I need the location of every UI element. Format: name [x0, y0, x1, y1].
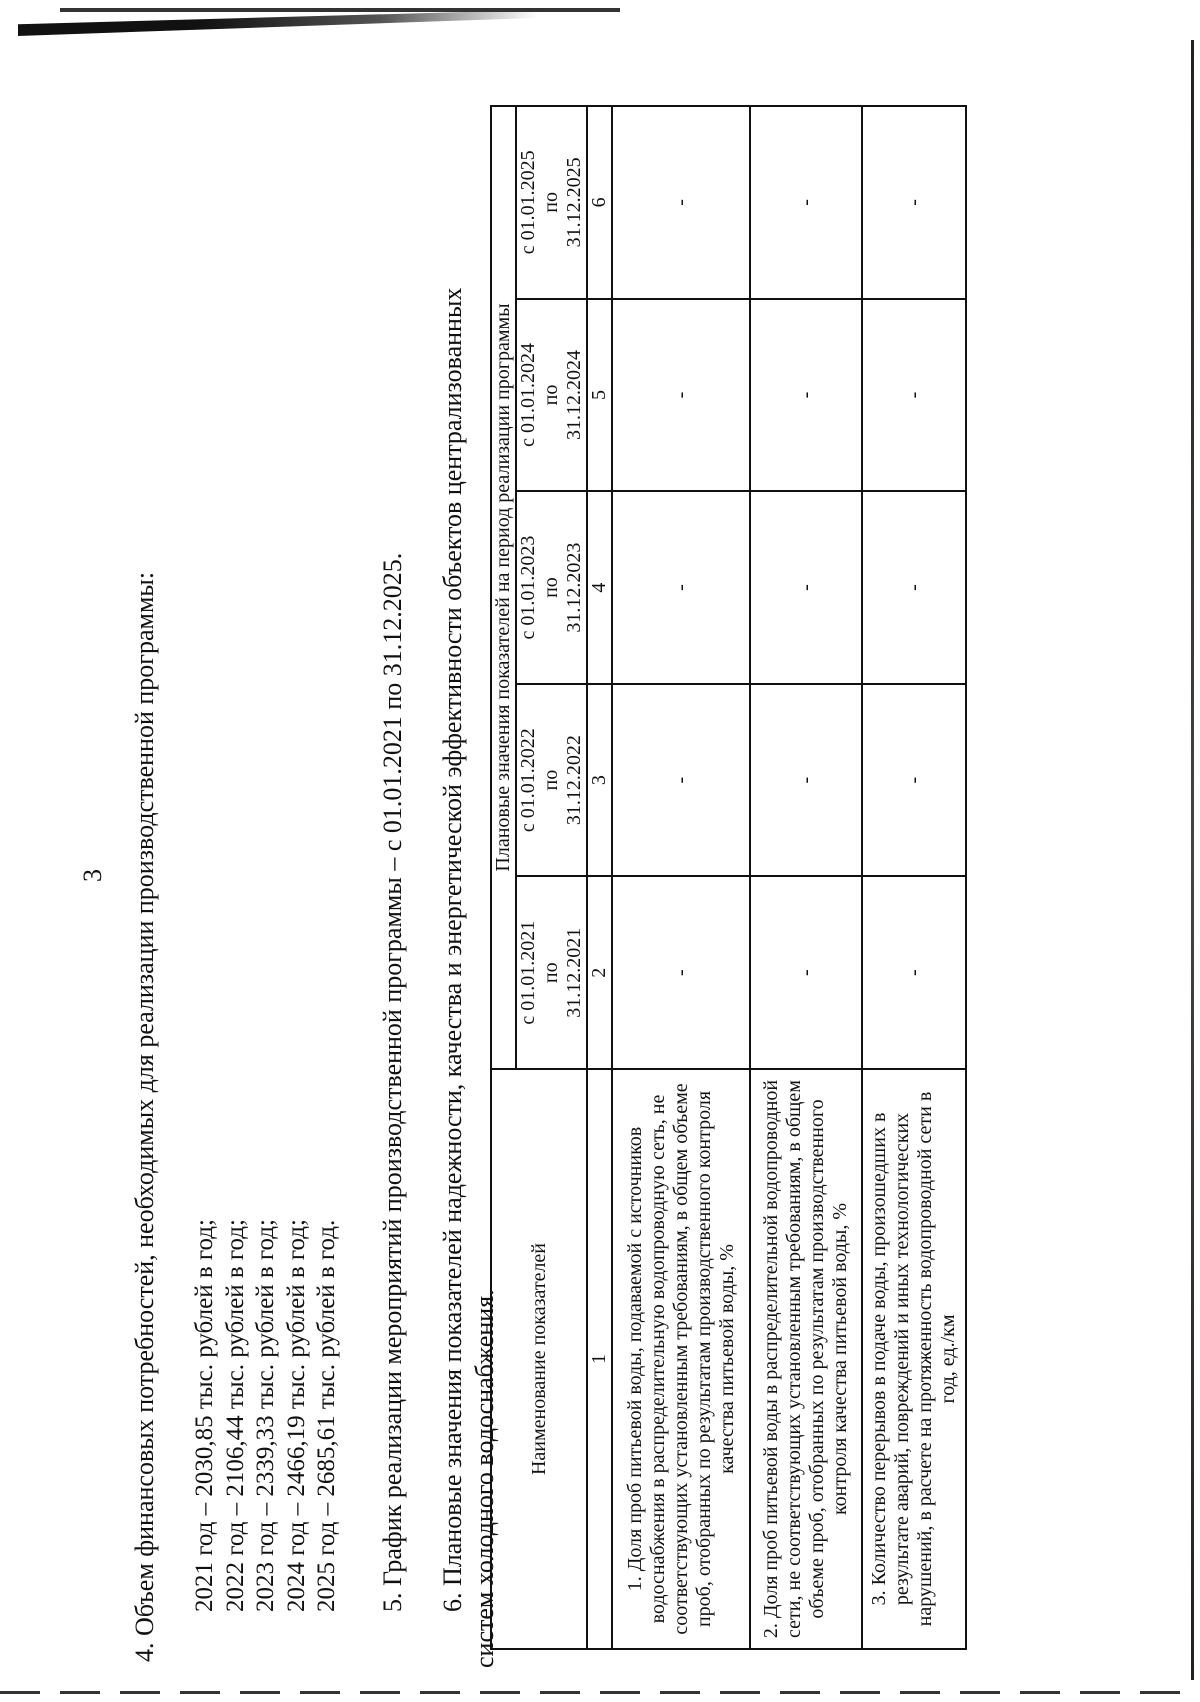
financial-needs-item: 2022 год – 2106,44 тыс. рублей в год;: [221, 1219, 249, 1612]
indicator-value: -: [750, 684, 862, 877]
indicator-value: -: [862, 106, 966, 299]
section-6-heading-line2: систем холодного водоснабжения.: [470, 1289, 499, 1668]
table-column-numbers-row: [587, 106, 612, 1649]
table-row: [612, 106, 750, 1649]
indicator-value: -: [612, 106, 750, 299]
indicator-value: -: [750, 299, 862, 492]
indicator-name: 2. Доля проб питьевой воды в распределительной водопроводной сети, не соответствующих установленным требованиям, в общем объеме проб, отобранных по результатам производственного контроля качества питьевой воды, %: [750, 1069, 862, 1649]
indicator-value: -: [750, 876, 862, 1069]
period-header: с 01.01.2021 по 31.12.2021: [516, 876, 587, 1069]
column-number: 3: [587, 684, 612, 877]
indicator-value: -: [750, 106, 862, 299]
financial-needs-item: 2025 год – 2685,61 тыс. рублей в год.: [313, 1219, 340, 1612]
section-6-heading-line1: 6. Плановые значения показателей надежности, качества и энергетической эффективности объектов централизованных: [438, 287, 467, 1612]
column-header-planned-values: Плановые значения показателей на период реализации программы: [491, 106, 516, 1069]
page-number: 3: [78, 869, 107, 882]
table-header-row: [491, 106, 516, 1649]
indicator-value: -: [612, 684, 750, 877]
indicator-value: -: [750, 491, 862, 684]
indicator-value: -: [862, 299, 966, 492]
financial-needs-item: 2023 год – 2339,33 тыс. рублей в год;: [252, 1219, 279, 1612]
period-header: с 01.01.2022 по 31.12.2022: [516, 684, 587, 877]
period-header: с 01.01.2025 по 31.12.2025: [516, 106, 587, 299]
indicator-value: -: [612, 491, 750, 684]
indicator-name: 1. Доля проб питьевой воды, подаваемой с источников водоснабжения в распределительную водопроводную сеть, не соответствующих установленным требованиям, в общем объеме проб, отобранных по результатам производственного контроля качества питьевой воды, %: [612, 1069, 750, 1649]
column-number: 4: [587, 491, 612, 684]
indicator-value: -: [862, 491, 966, 684]
indicator-name: 3. Количество перерывов в подаче воды, произошедших в результате аварий, повреждений и иных технологических нарушений, в расчете на протяженность водопроводной сети в год, ед./км: [862, 1069, 966, 1649]
column-number: 5: [587, 299, 612, 492]
indicator-value: -: [862, 876, 966, 1069]
financial-needs-list: [190, 1219, 343, 1612]
section-4-heading: 4. Объем финансовых потребностей, необходимых для реализации производственной программы:: [130, 571, 159, 1662]
table-row: [862, 106, 966, 1649]
indicator-value: -: [862, 684, 966, 877]
period-header: с 01.01.2023 по 31.12.2023: [516, 491, 587, 684]
indicator-value: -: [612, 299, 750, 492]
column-header-indicator-name: Наименование показателей: [491, 1069, 587, 1649]
column-number: 6: [587, 106, 612, 299]
table-row: [750, 106, 862, 1649]
indicator-value: -: [612, 876, 750, 1069]
period-header: с 01.01.2024 по 31.12.2024: [516, 299, 587, 492]
column-number: 1: [587, 1069, 612, 1649]
financial-needs-item: 2024 год – 2466,19 тыс. рублей в год;: [282, 1219, 310, 1612]
financial-needs-item: 2021 год – 2030,85 тыс. рублей в год;: [191, 1219, 218, 1612]
indicators-table: [490, 105, 967, 1650]
column-number: 2: [587, 876, 612, 1069]
section-5-text: 5. График реализации мероприятий производственной программы – с 01.01.2021 по 31.12.2025.: [378, 552, 407, 1612]
